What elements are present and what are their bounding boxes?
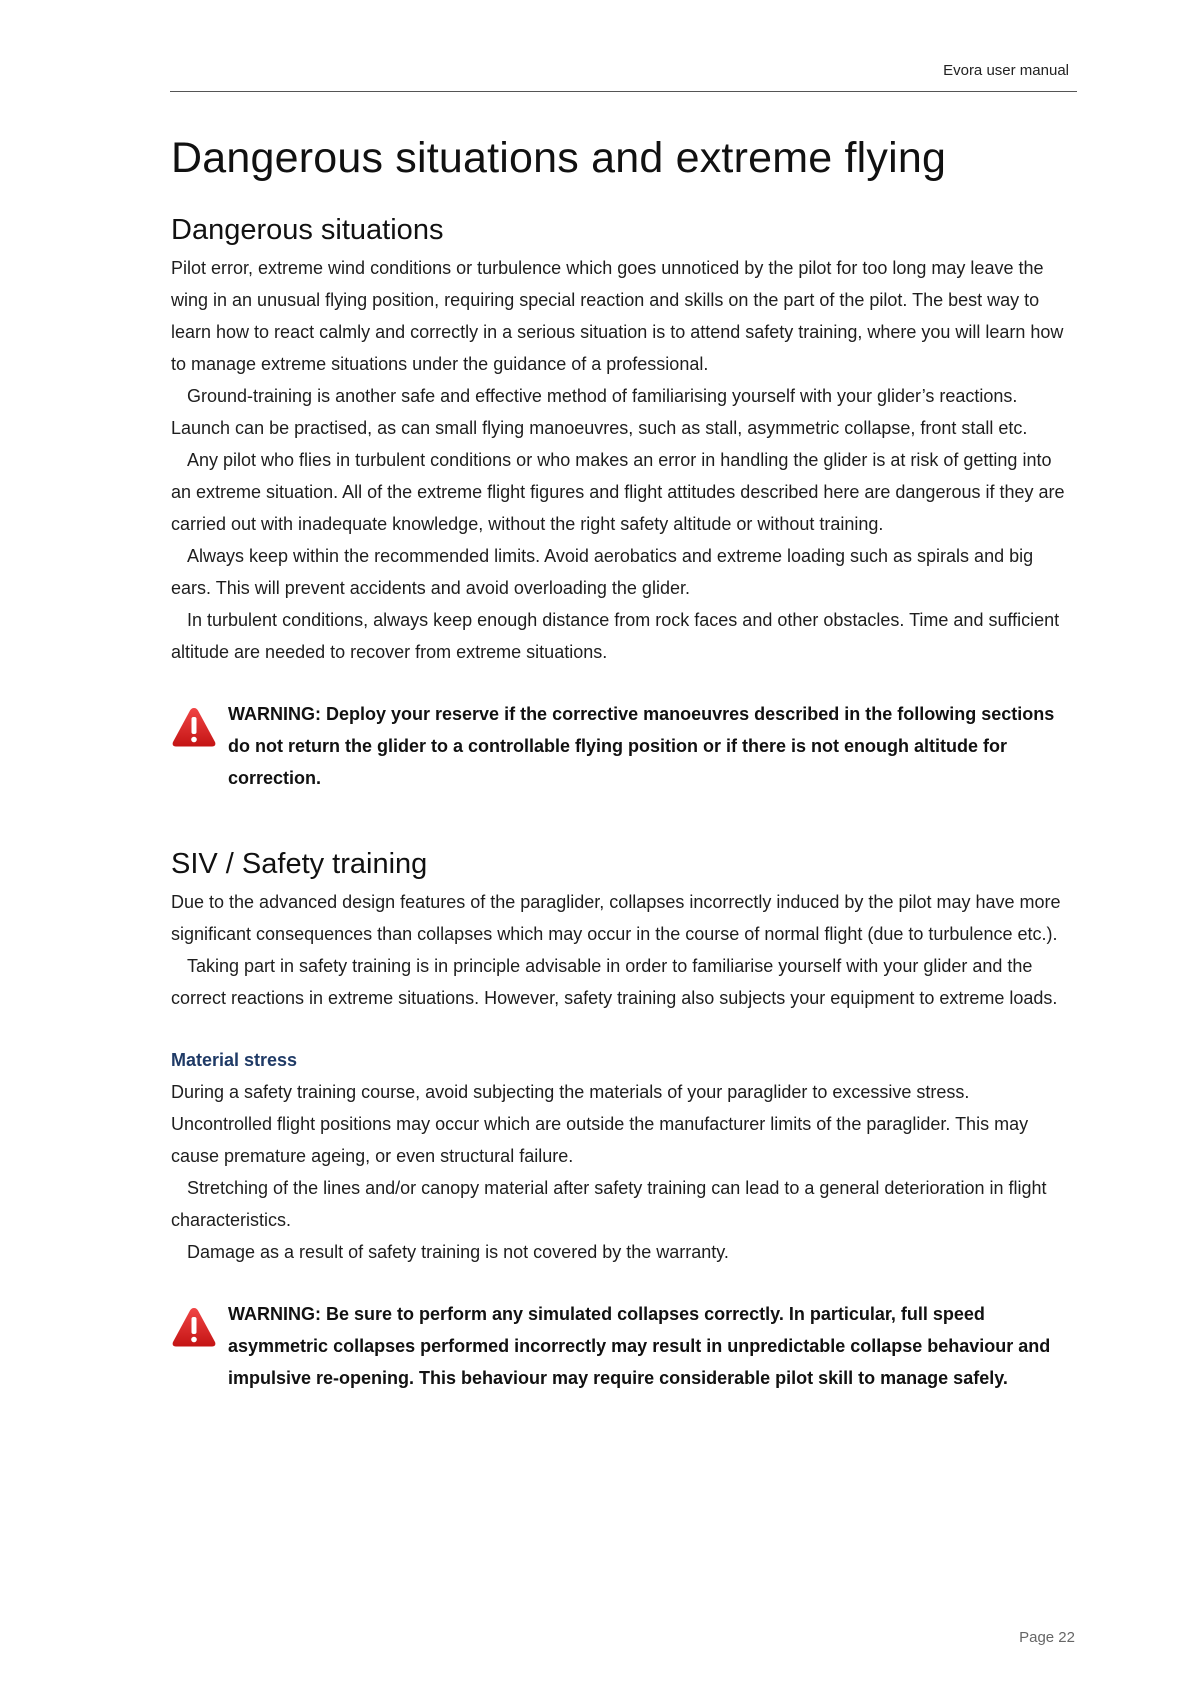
- paragraph: Stretching of the lines and/or canopy material after safety training can lead to a general deterioration in flight characteristics.: [171, 1178, 1047, 1230]
- paragraph: Any pilot who flies in turbulent conditions or who makes an error in handling the glider is at risk of getting into an extreme situation. All of the extreme flight figures and flight attitudes described here are dangerous if they are carried out with inadequate knowledge, without the right safety altitude or without training.: [171, 450, 1065, 534]
- paragraph: During a safety training course, avoid subjecting the materials of your paraglider to excessive stress. Uncontrolled flight positions may occur which are outside the manufacturer limits of the paraglider. This may cause premature ageing, or even structural failure.: [171, 1082, 1029, 1166]
- warning-text: WARNING: Deploy your reserve if the corrective manoeuvres described in the following sections do not return the glider to a controllable flying position or if there is not enough altitude for correction.: [228, 704, 1055, 788]
- paragraph: Taking part in safety training is in principle advisable in order to familiarise yourself with your glider and the correct reactions in extreme situations. However, safety training also subjects your equipment to extreme loads.: [171, 956, 1058, 1008]
- warning-text: WARNING: Be sure to perform any simulated collapses correctly. In particular, full speed asymmetric collapses performed incorrectly may result in unpredictable collapse behaviour and impulsive re-opening. This behaviour may require considerable pilot skill to manage safely.: [228, 1304, 1051, 1388]
- page-content: [171, 128, 1071, 1394]
- section-heading-siv-safety-training: SIV / Safety training: [171, 848, 428, 880]
- section-heading-dangerous-situations: Dangerous situations: [171, 214, 444, 246]
- paragraph: Always keep within the recommended limits. Avoid aerobatics and extreme loading such as spirals and big ears. This will prevent accidents and avoid overloading the glider.: [171, 546, 1034, 598]
- paragraph: Pilot error, extreme wind conditions or turbulence which goes unnoticed by the pilot for too long may leave the wing in an unusual flying position, requiring special reaction and skills on the part of the pilot. The best way to learn how to react calmly and correctly in a serious situation is to attend safety training, where you will learn how to manage extreme situations under the guidance of a professional.: [171, 258, 1064, 374]
- header-title: Evora user manual: [943, 62, 1069, 79]
- paragraph: Damage as a result of safety training is not covered by the warranty.: [187, 1242, 729, 1262]
- paragraph: Due to the advanced design features of the paraglider, collapses incorrectly induced by the pilot may have more significant consequences than collapses which may occur in the course of normal flight (due to turbulence etc.).: [171, 892, 1061, 944]
- warning-triangle-icon: [171, 706, 217, 748]
- warning-triangle-icon: [171, 1306, 217, 1348]
- subheading-material-stress: Material stress: [171, 1050, 298, 1070]
- page-title: Dangerous situations and extreme flying: [171, 134, 947, 182]
- page-number: Page 22: [1019, 1629, 1075, 1646]
- warning-box: [171, 698, 1071, 794]
- warning-box: [171, 1298, 1071, 1394]
- page-header: [170, 60, 1077, 92]
- paragraph: In turbulent conditions, always keep enough distance from rock faces and other obstacles. Time and sufficient altitude are needed to recover from extreme situations.: [171, 610, 1060, 662]
- paragraph: Ground-training is another safe and effective method of familiarising yourself with your glider’s reactions. Launch can be practised, as can small flying manoeuvres, such as stall, asymmetric collapse, front stall etc.: [171, 386, 1028, 438]
